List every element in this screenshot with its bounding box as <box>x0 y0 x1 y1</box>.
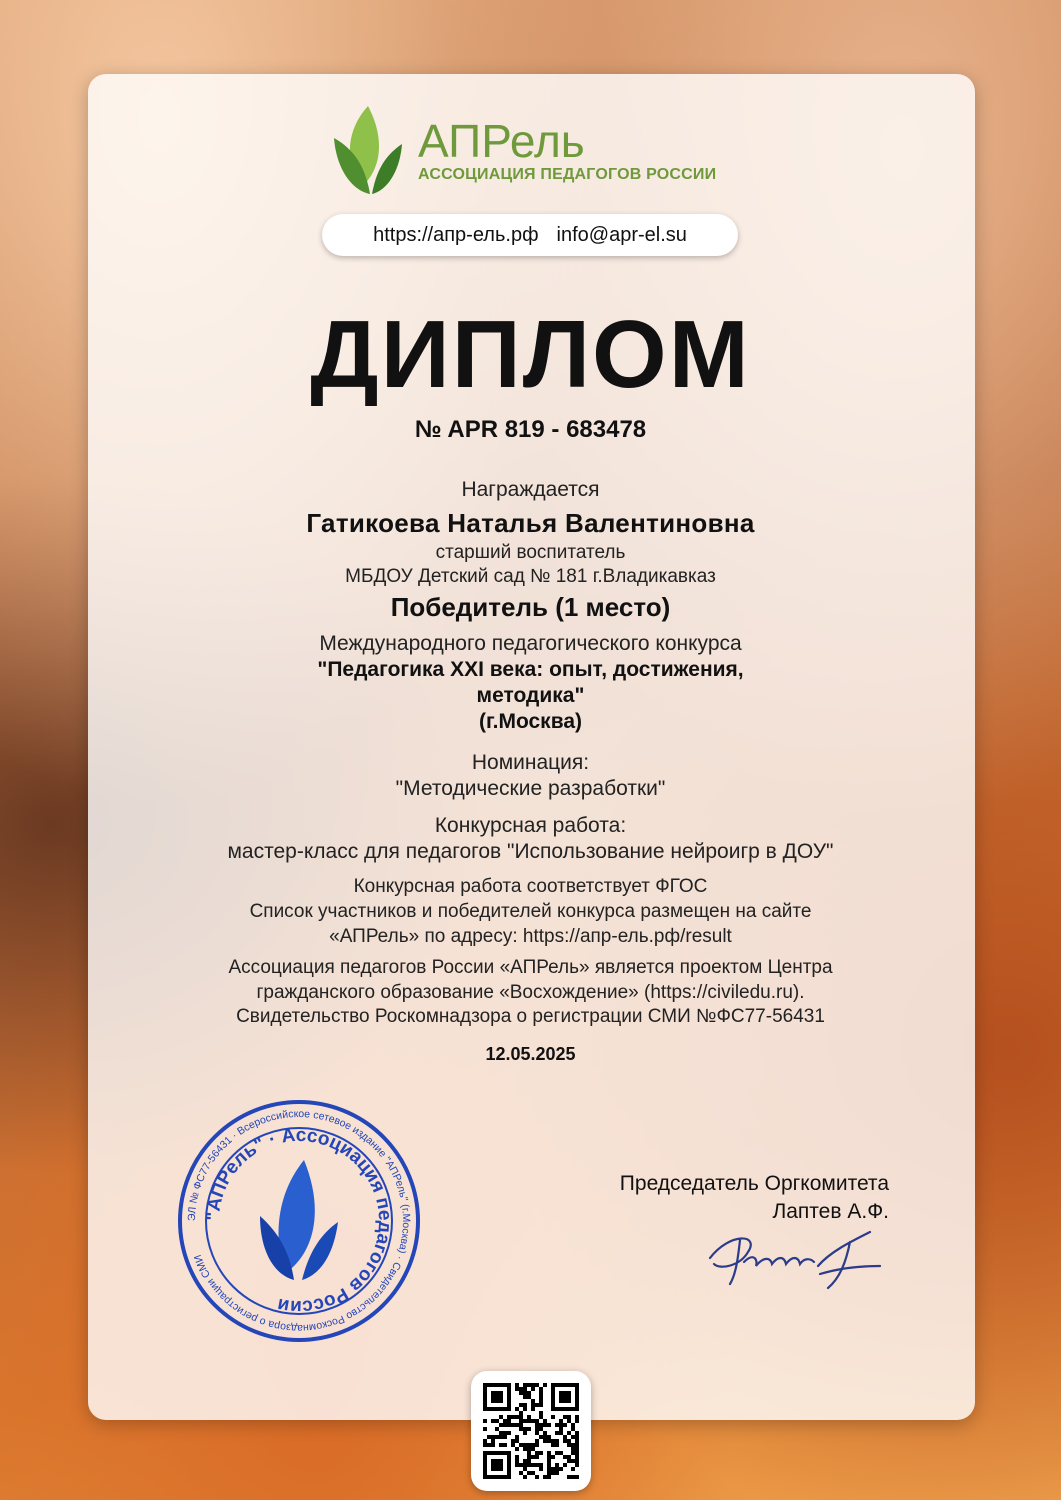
diploma-number: № APR 819 - 683478 <box>414 416 647 443</box>
signature-title: Председатель Оргкомитета <box>619 1172 889 1195</box>
apr-logo <box>332 104 732 196</box>
contest-city: (г.Москва) <box>478 710 582 733</box>
diploma-date: 12.05.2025 <box>485 1044 576 1064</box>
website-link[interactable]: https://апр-ель.рф <box>373 223 539 246</box>
nomination-label: Номинация: <box>471 751 590 774</box>
work-label: Конкурсная работа: <box>434 814 627 837</box>
seal-outer-text: ЭЛ № ФС77-56431 · Всероссийское сетевое издание "АПРель" (г.Москва) · Свидетельство Роскомнадзора о регистрации СМИ <box>185 1107 413 1335</box>
qr-code-box[interactable] <box>471 1371 591 1491</box>
logo-subtitle: АССОЦИАЦИЯ ПЕДАГОГОВ РОССИИ <box>418 166 717 183</box>
contest-name-line1: "Педагогика XXI века: опыт, достижения, <box>317 658 744 681</box>
email-link[interactable]: info@apr-el.su <box>556 223 687 246</box>
list-note-line1: Список участников и победителей конкурса размещен на сайте <box>249 901 812 922</box>
contest-name-line2: методика" <box>476 684 585 707</box>
about-line1: Ассоциация педагогов России «АПРель» является проектом Центра <box>228 957 833 978</box>
awarded-label: Награждается <box>461 478 600 501</box>
about-line2: гражданского образование «Восхождение» (https://civiledu.ru). <box>256 982 805 1003</box>
list-note-line2: «АПРель» по адресу: https://апр-ель.рф/result <box>329 926 732 947</box>
handwritten-signature <box>700 1222 890 1292</box>
recipient-position: старший воспитатель <box>435 542 626 563</box>
leaf-logo-icon <box>332 104 404 196</box>
blue-stamp-seal <box>176 1098 422 1344</box>
fgos-note: Конкурсная работа соответствует ФГОС <box>353 876 708 897</box>
logo-name: АПРель <box>418 115 585 167</box>
work-value: мастер-класс для педагогов "Использование нейроигр в ДОУ" <box>227 840 834 863</box>
seal-inner-text: "АПРель" · Ассоциация педагогов России <box>202 1124 396 1318</box>
contact-links <box>322 214 738 256</box>
contest-type: Международного педагогического конкурса <box>319 632 742 655</box>
recipient-organization: МБДОУ Детский сад № 181 г.Владикавказ <box>345 566 716 587</box>
diploma-title: ДИПЛОМ <box>310 301 751 408</box>
about-line3: Свидетельство Роскомнадзора о регистрации СМИ №ФС77-56431 <box>236 1006 825 1027</box>
award-place: Победитель (1 место) <box>390 592 671 622</box>
recipient-name: Гатикоева Наталья Валентиновна <box>306 508 755 538</box>
nomination-value: "Методические разработки" <box>395 777 666 800</box>
qr-code-icon <box>483 1383 579 1479</box>
signature-name: Лаптев А.Ф. <box>772 1200 889 1223</box>
